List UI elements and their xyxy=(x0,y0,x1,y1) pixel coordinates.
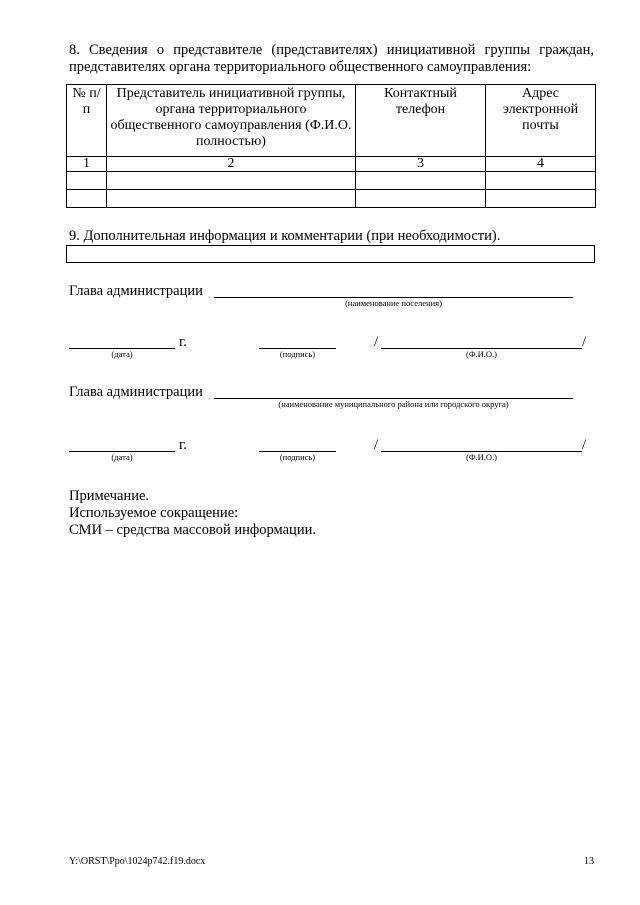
column-number-cell: 1 xyxy=(67,157,107,172)
year-suffix-1: г. xyxy=(179,334,187,350)
signature-caption-2: (подпись) xyxy=(279,452,316,462)
note-title: Примечание. xyxy=(69,488,150,504)
note-line-1: Используемое сокращение: xyxy=(69,505,239,521)
footer-page-number: 13 xyxy=(584,856,594,867)
section-8-title-line2: представителях органа территориального общественного самоуправления: xyxy=(69,59,532,75)
signature-caption-1: (подпись) xyxy=(279,349,316,359)
footer-file-path: Y:\ORST\Ppo\1024p742.f19.docx xyxy=(69,856,206,867)
date-caption-1: (дата) xyxy=(111,349,133,359)
table-cell[interactable] xyxy=(107,190,356,208)
fio-slash-close-1: / xyxy=(582,334,587,350)
section-8-title-line1: 8. Сведения о представителе (представителях) инициативной группы граждан, xyxy=(69,42,594,58)
fio-caption-1: (Ф.И.О.) xyxy=(465,349,498,359)
fio-slash-open-2: / xyxy=(374,437,379,453)
table-row xyxy=(67,190,596,208)
head-admin-label-1: Глава администрации xyxy=(69,283,203,299)
table-cell[interactable] xyxy=(486,172,596,190)
table-cell[interactable] xyxy=(356,172,486,190)
header-email: Адрес электронной почты xyxy=(486,85,596,157)
fio-slash-open-1: / xyxy=(374,334,379,350)
year-suffix-2: г. xyxy=(179,437,187,453)
column-number-cell: 4 xyxy=(486,157,596,172)
head-admin-label-2: Глава администрации xyxy=(69,384,203,400)
section-9-title: 9. Дополнительная информация и комментарии (при необходимости). xyxy=(69,228,501,244)
header-representative: Представитель инициативной группы, органа территориального общественного самоуправления (Ф.И.О. полностью) xyxy=(107,85,356,157)
note-line-2: СМИ – средства массовой информации. xyxy=(69,522,316,538)
representatives-table xyxy=(66,84,596,208)
table-row xyxy=(67,172,596,190)
table-header-row xyxy=(67,85,596,157)
column-number-cell: 2 xyxy=(107,157,356,172)
table-cell[interactable] xyxy=(107,172,356,190)
header-phone: Контактный телефон xyxy=(356,85,486,157)
column-number-cell: 3 xyxy=(356,157,486,172)
table-column-numbers-row xyxy=(67,157,596,172)
fio-slash-close-2: / xyxy=(582,437,587,453)
table-cell[interactable] xyxy=(486,190,596,208)
table-cell[interactable] xyxy=(67,190,107,208)
table-cell[interactable] xyxy=(67,172,107,190)
district-name-caption: (наименование муниципального района или городского округа) xyxy=(278,399,509,409)
additional-info-field[interactable] xyxy=(66,245,595,263)
date-caption-2: (дата) xyxy=(111,452,133,462)
header-number: № п/п xyxy=(67,85,107,157)
table-cell[interactable] xyxy=(356,190,486,208)
settlement-name-caption: (наименование поселения) xyxy=(345,298,442,308)
fio-caption-2: (Ф.И.О.) xyxy=(465,452,498,462)
